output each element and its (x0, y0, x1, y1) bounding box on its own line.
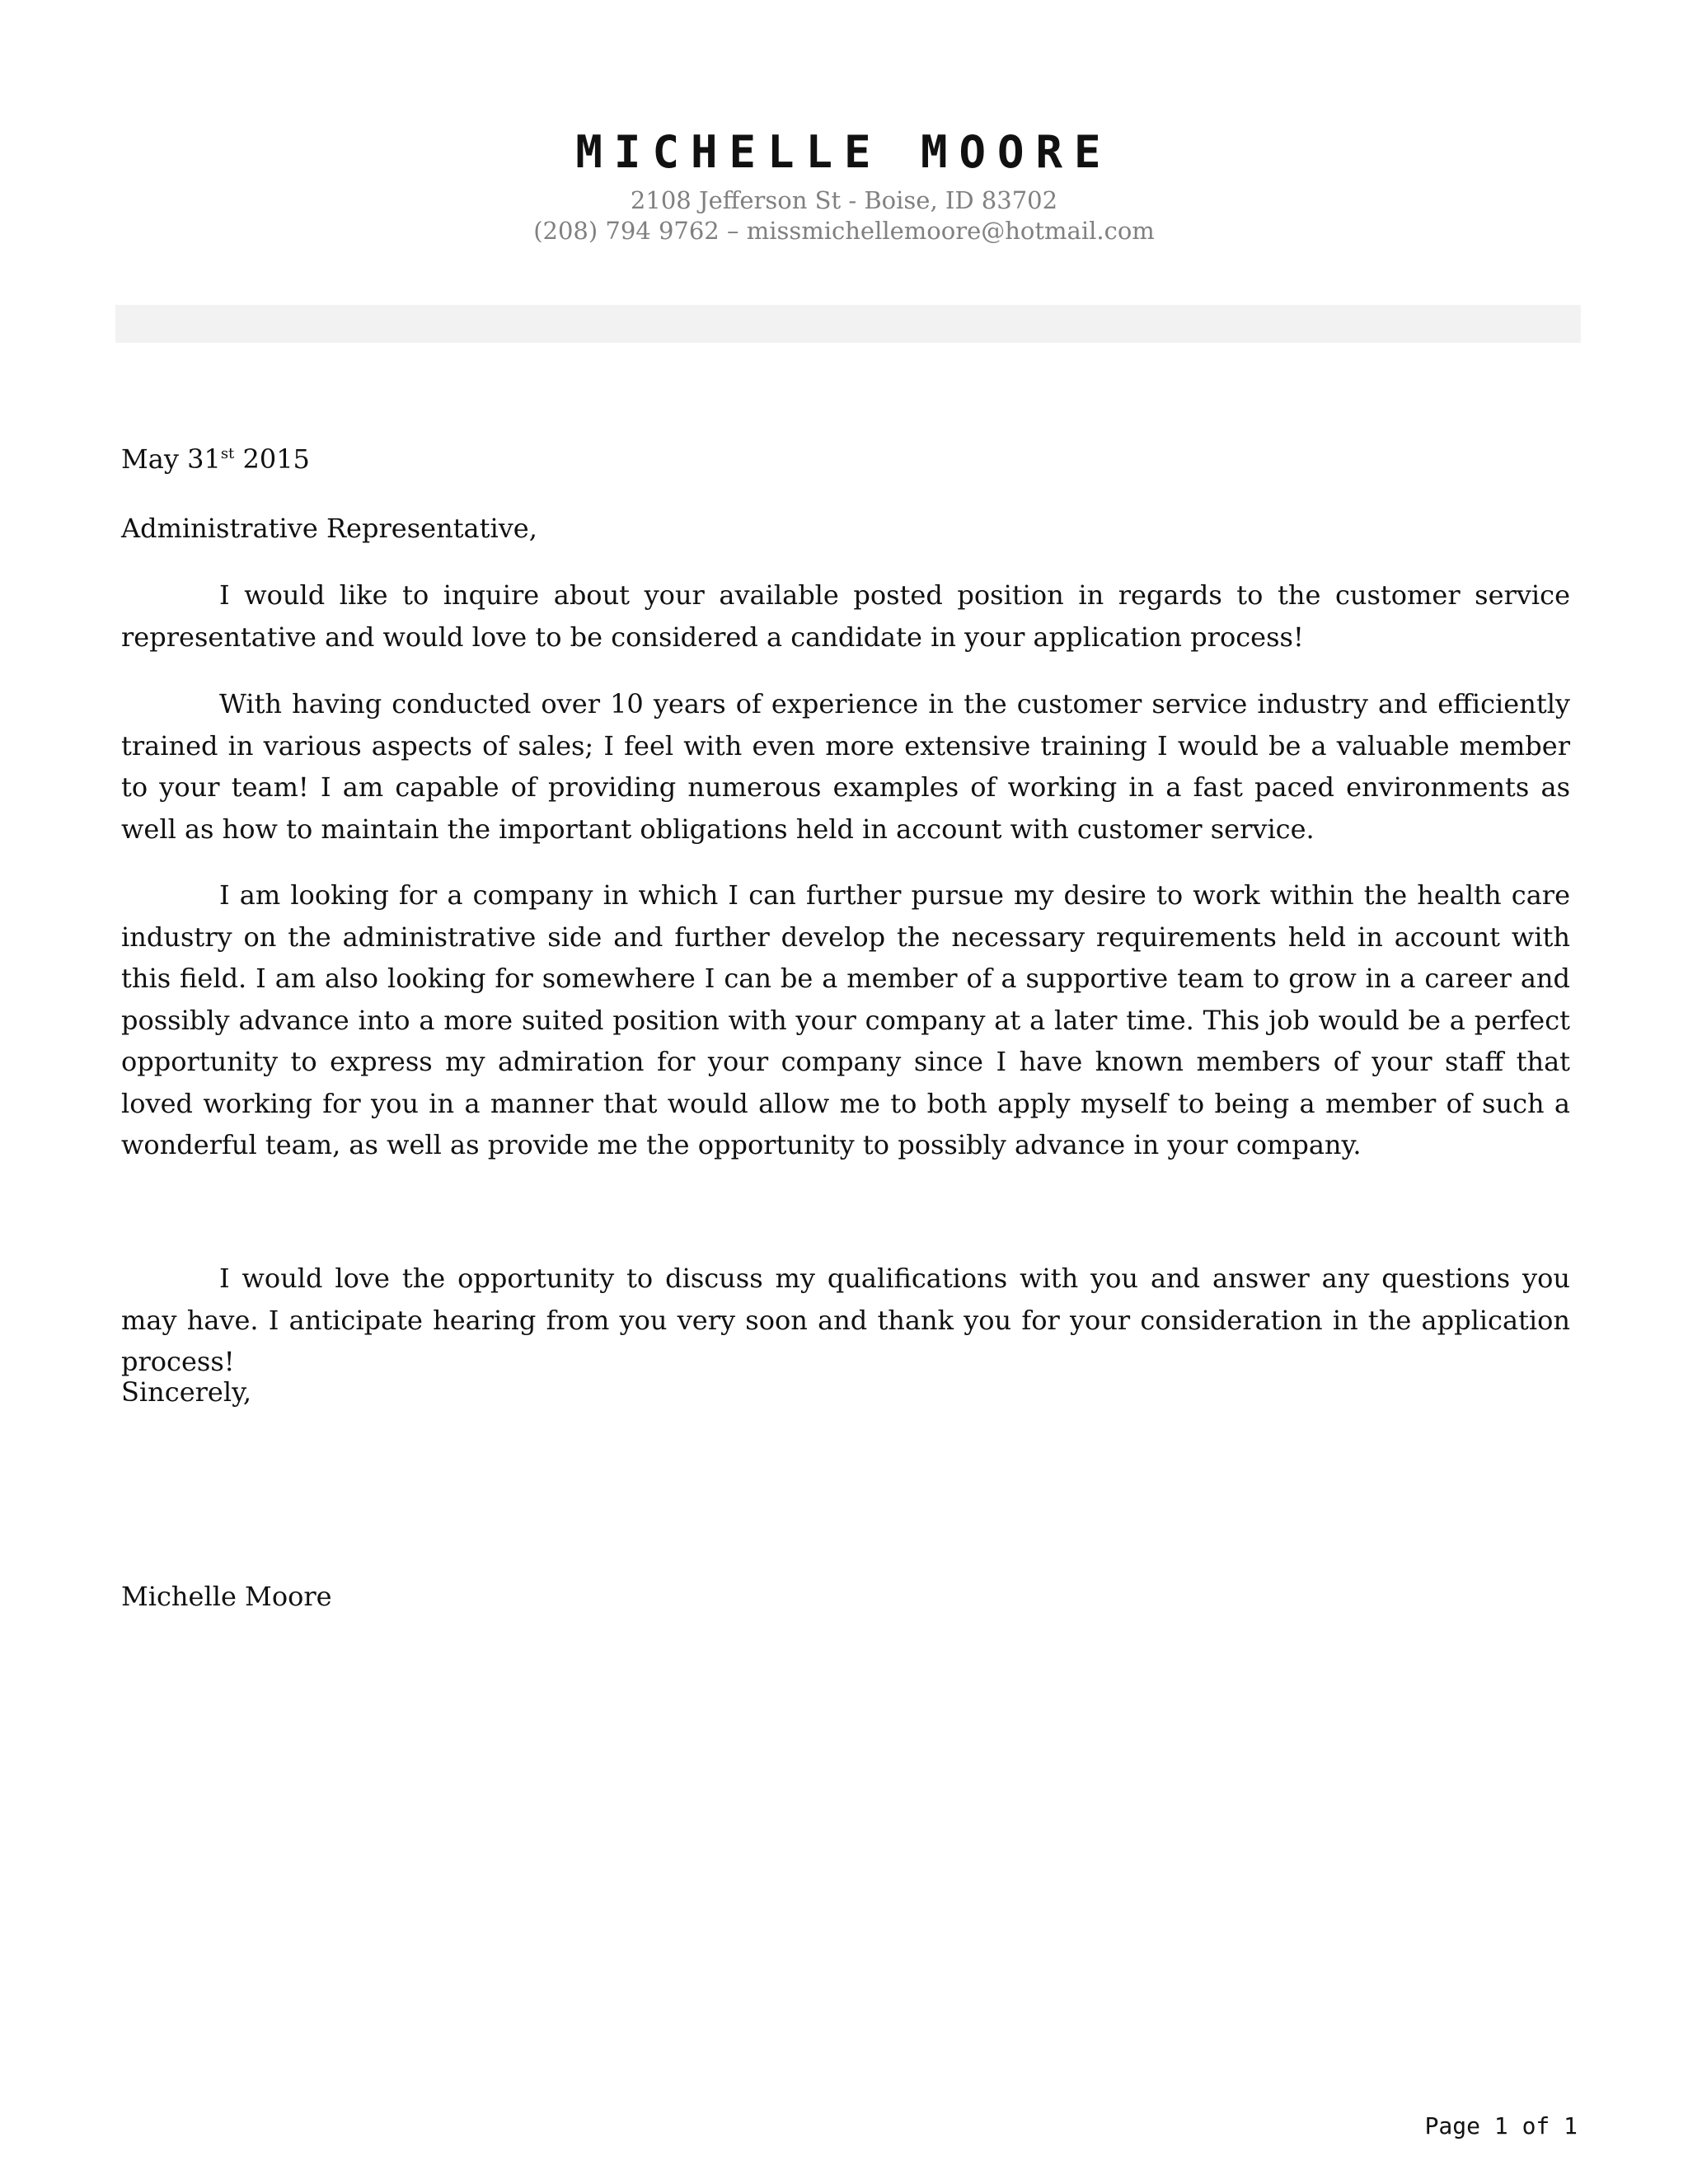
letter-date (121, 438, 1570, 480)
sender-name: MICHELLE MOORE (575, 126, 1113, 178)
date-year: 2015 (234, 443, 310, 475)
signature-name: Michelle Moore (121, 1581, 332, 1612)
header-divider-bar (115, 305, 1581, 343)
closing: Sincerely, (121, 1376, 252, 1408)
date-ordinal-suffix: st (220, 445, 235, 462)
date-month-day: May 31 (121, 443, 221, 475)
paragraph-1: I would like to inquire about your available posted position in regards to the customer service representative and would love to be considered a candidate in your application process! (121, 579, 1570, 653)
paragraph-2: With having conducted over 10 years of experience in the customer service industry and efficiently trained in various aspects of sales; I feel with even more extensive training I would be a valuable member to your team! I am capable of providing numerous examples of working in a fast paced environments as well as how to maintain the important obligations held in account with customer service. (121, 688, 1570, 845)
paragraph-4: I would love the opportunity to discuss my qualifications with you and answer any questions you may have. I anticipate hearing from you very soon and thank you for your consideration in the application process! (121, 1263, 1570, 1377)
page-number: Page 1 of 1 (1424, 2112, 1578, 2139)
paragraph-3: I am looking for a company in which I can further pursue my desire to work within the health care industry on the administrative side and further develop the necessary requirements held in account with this field. I am also looking for somewhere I can be a member of a supportive team to grow in a career and possibly advance into a more suited position with your company at a later time. This job would be a perfect opportunity to express my admiration for your company since I have known members of your staff that loved working for you in a manner that would allow me to both apply myself to being a member of such a wonderful team, as well as provide me the opportunity to possibly advance in your company. (121, 879, 1570, 1160)
sender-phone-email: (208) 794 9762 – missmichellemoore@hotmail.com (533, 217, 1155, 245)
sender-address: 2108 Jefferson St - Boise, ID 83702 (630, 186, 1058, 214)
salutation: Administrative Representative, (121, 513, 537, 544)
